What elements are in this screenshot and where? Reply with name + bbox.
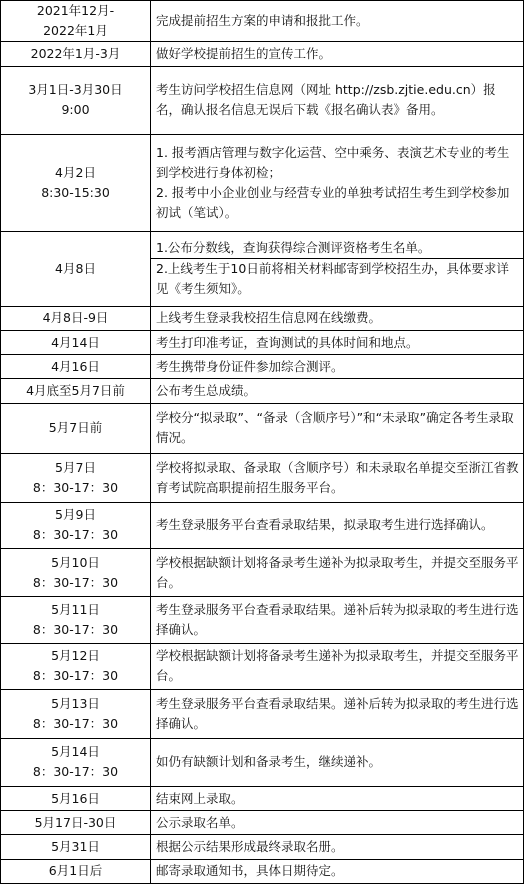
date-line: 5月11日	[51, 602, 100, 618]
table-row	[1, 330, 524, 354]
date-cell	[1, 597, 151, 643]
description-cell	[151, 811, 524, 835]
description-cell	[151, 379, 524, 403]
description-cell	[151, 787, 524, 811]
date-cell	[1, 1, 151, 42]
description-text: 考生登录服务平台查看录取结果。递补后转为拟录取的考生进行选择确认。	[156, 695, 519, 731]
table-row	[1, 787, 524, 811]
description-text: 如仍有缺额计划和备录考生，继续递补。	[156, 754, 382, 770]
date-cell	[1, 690, 151, 738]
table-row	[1, 355, 524, 379]
description-text: 学校根据缺额计划将备录考生递补为拟录取考生，并提交至服务平台。	[156, 554, 519, 590]
table-row	[1, 859, 524, 883]
description-cell	[151, 597, 524, 643]
description-cell	[151, 330, 524, 354]
table-row	[1, 42, 524, 66]
table-row	[1, 1, 524, 42]
description-cell	[151, 232, 524, 307]
date-cell	[1, 811, 151, 835]
description-item: 1.公布分数线，查询获得综合测评资格考生名单。	[156, 240, 431, 256]
description-text: 考生携带身份证件参加综合测评。	[156, 358, 344, 374]
description-cell	[151, 548, 524, 596]
description-cell	[151, 42, 524, 66]
date-line: 4月8日-9日	[42, 310, 109, 326]
description-cell	[151, 306, 524, 330]
description-cell	[151, 1, 524, 42]
time-line: 8：30-17：30	[32, 622, 119, 638]
description-text: 结束网上录取。	[156, 790, 244, 806]
date-cell	[1, 42, 151, 66]
table-row	[1, 597, 524, 643]
date-line: 4月16日	[51, 358, 100, 374]
description-text: 学校分“拟录取”、“备录（含顺序号）”和“未录取”确定各考生录取情况。	[156, 410, 514, 446]
date-line: 5月7日	[55, 459, 96, 475]
date-cell	[1, 66, 151, 135]
time-line: 8：30-17：30	[32, 527, 119, 543]
description-item: 2. 报考中小企业创业与经营专业的单独考试招生考生到学校参加初试（笔试）。	[156, 185, 510, 221]
date-cell	[1, 355, 151, 379]
date-line: 5月17日-30日	[34, 814, 117, 830]
description-cell	[151, 738, 524, 786]
description-cell	[151, 690, 524, 738]
description-text: 考生访问学校招生信息网（网址 http://zsb.zjtie.edu.cn）报名，确认报名信息无误后下载《报名确认表》备用。	[156, 82, 496, 118]
table-row	[1, 548, 524, 596]
date-line: 5月9日	[55, 507, 96, 523]
date-cell	[1, 738, 151, 786]
date-line: 3月1日-3月30日	[28, 82, 123, 98]
description-text: 根据公示结果形成最终录取名册。	[156, 839, 344, 855]
date-cell	[1, 379, 151, 403]
time-line: 8：30-17：30	[32, 764, 119, 780]
table-row	[1, 232, 524, 307]
date-cell	[1, 135, 151, 232]
table-row	[1, 454, 524, 502]
table-row	[1, 135, 524, 232]
date-line: 5月12日	[51, 648, 100, 664]
date-cell	[1, 232, 151, 307]
description-text: 邮寄录取通知书，具体日期待定。	[156, 863, 344, 879]
table-row	[1, 502, 524, 548]
date-cell	[1, 306, 151, 330]
schedule-body	[1, 1, 524, 884]
description-text: 考生登录服务平台查看录取结果，拟录取考生进行选择确认。	[156, 517, 494, 533]
description-cell	[151, 66, 524, 135]
date-line: 5月14日	[51, 744, 100, 760]
table-row	[1, 811, 524, 835]
date-cell	[1, 643, 151, 689]
table-row	[1, 403, 524, 453]
description-cell	[151, 454, 524, 502]
description-item: 1. 报考酒店管理与数字化运营、空中乘务、表演艺术专业的考生到学校进行身体初检；	[156, 145, 510, 181]
date-cell	[1, 330, 151, 354]
description-cell	[151, 835, 524, 859]
date-line: 2022年1月-3月	[30, 45, 121, 61]
date-line: 9:00	[61, 102, 90, 118]
description-cell	[151, 502, 524, 548]
date-line: 2022年1月	[43, 23, 108, 39]
date-line: 5月10日	[51, 554, 100, 570]
time-line: 8：30-17：30	[32, 574, 119, 590]
date-line: 4月8日	[55, 260, 96, 276]
time-line: 8：30-17：30	[32, 479, 119, 495]
time-line: 8：30-17：30	[32, 668, 119, 684]
description-text: 考生打印准考证，查询测试的具体时间和地点。	[156, 334, 419, 350]
description-text: 上线考生登录我校招生信息网在线缴费。	[156, 310, 382, 326]
date-cell	[1, 859, 151, 883]
date-line: 4月14日	[51, 334, 100, 350]
table-row	[1, 643, 524, 689]
date-line: 5月31日	[51, 839, 100, 855]
table-row	[1, 835, 524, 859]
table-row	[1, 690, 524, 738]
date-cell	[1, 502, 151, 548]
date-cell	[1, 835, 151, 859]
date-cell	[1, 403, 151, 453]
description-cell	[151, 403, 524, 453]
date-line: 5月13日	[51, 695, 100, 711]
table-row	[1, 738, 524, 786]
description-text: 学校将拟录取、备录取（含顺序号）和未录取名单提交至浙江省教育考试院高职提前招生服务平台。	[156, 459, 519, 495]
description-text: 公布考生总成绩。	[156, 383, 257, 398]
description-cell	[151, 643, 524, 689]
description-item: 2.上线考生于10日前将相关材料邮寄到学校招生办，具体要求详见《考生须知》。	[151, 258, 523, 299]
description-text: 学校根据缺额计划将备录考生递补为拟录取考生，并提交至服务平台。	[156, 648, 519, 684]
date-line: 6月1日后	[48, 863, 103, 879]
date-line: 2021年12月-	[36, 3, 115, 19]
date-line: 4月底至5月7日前	[26, 383, 125, 398]
table-row	[1, 66, 524, 135]
description-text: 考生登录服务平台查看录取结果。递补后转为拟录取的考生进行选择确认。	[156, 602, 519, 638]
date-line: 8:30-15:30	[41, 185, 110, 201]
date-cell	[1, 548, 151, 596]
description-cell	[151, 135, 524, 232]
time-line: 8：30-17：30	[32, 715, 119, 731]
description-cell	[151, 859, 524, 883]
table-row	[1, 306, 524, 330]
table-row	[1, 379, 524, 403]
description-text: 做好学校提前招生的宣传工作。	[156, 45, 332, 61]
description-text: 公示录取名单。	[156, 814, 244, 830]
date-cell	[1, 454, 151, 502]
date-line: 5月7日前	[48, 420, 103, 436]
description-cell	[151, 355, 524, 379]
date-cell	[1, 787, 151, 811]
date-line: 4月2日	[55, 165, 96, 181]
date-line: 5月16日	[51, 790, 100, 806]
description-text: 完成提前招生方案的申请和报批工作。	[156, 13, 369, 29]
